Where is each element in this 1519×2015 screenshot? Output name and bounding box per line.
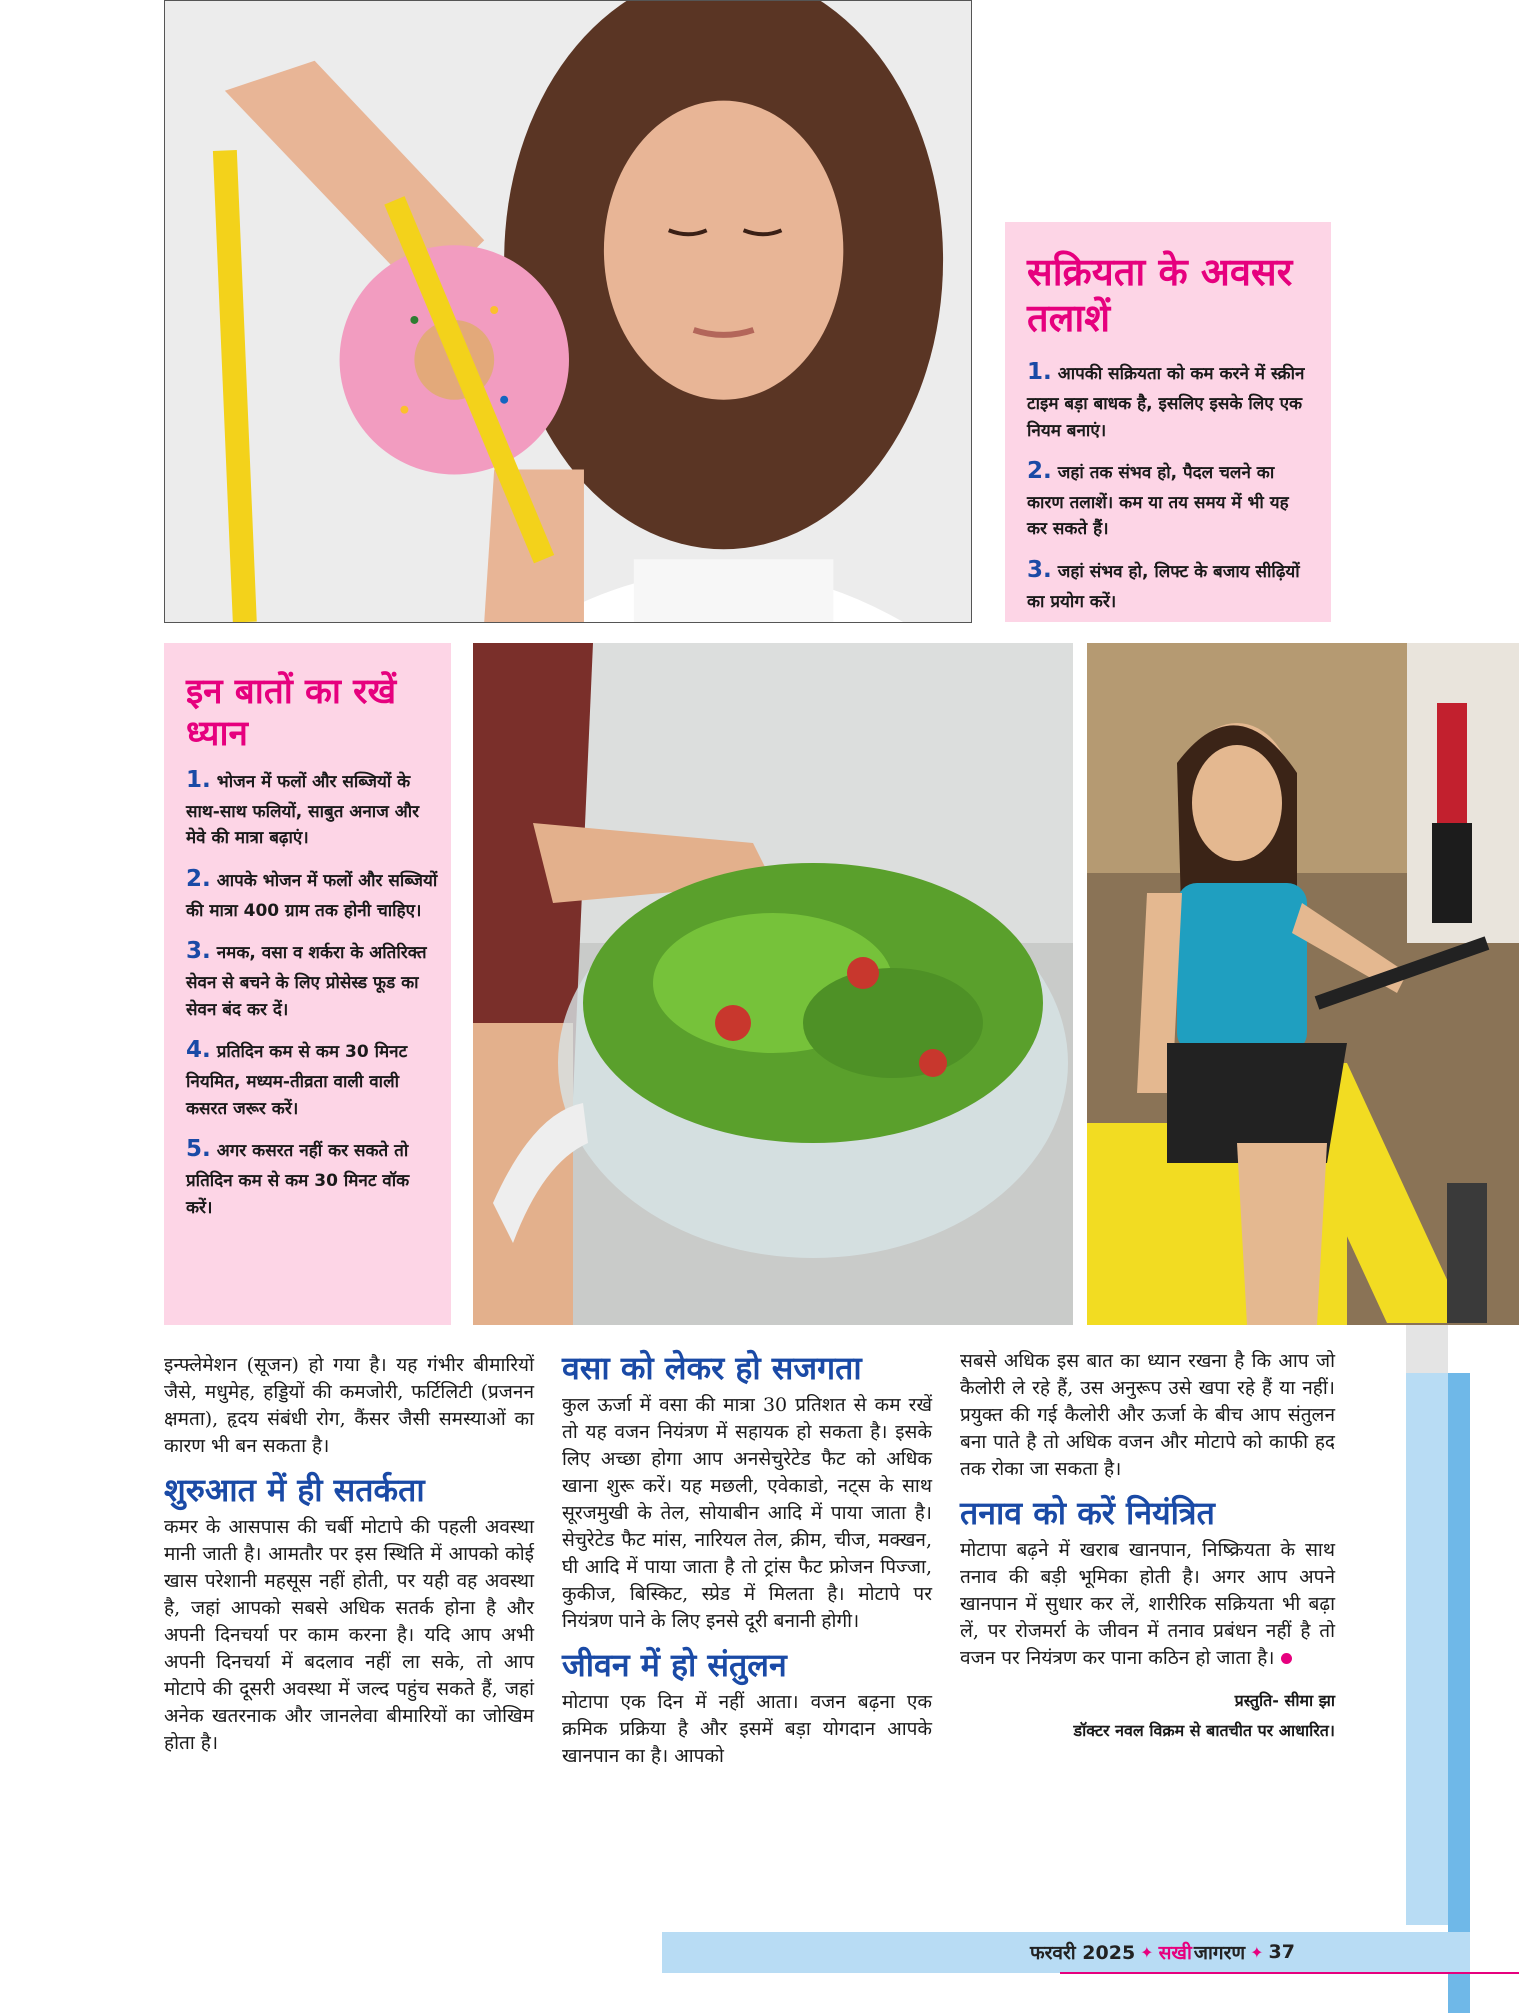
star-icon: ✦ <box>1250 1942 1264 1962</box>
tip-box-remember <box>164 643 451 1325</box>
tip-box-activity <box>1005 222 1331 622</box>
tip-number: 2. <box>186 865 211 892</box>
tip-item <box>186 1033 439 1122</box>
paragraph-text: मोटापा बढ़ने में खराब खानपान, निष्क्रियता के साथ तनाव की बड़ी भूमिका होती है। अगर आप अपने खानपान में सुधार कर लें, शारीरिक सक्रियता भी बढ़ा लें, पर रोजमर्रा के जीवन में तनाव प्रबंधन नहीं है तो वजन पर नियंत्रण कर पाना कठिन हो जाता है। <box>960 1538 1335 1669</box>
tip-text: अगर कसरत नहीं कर सकते तो प्रतिदिन कम से कम 30 मिनट वॉक करें। <box>186 1141 410 1218</box>
paragraph: इन्फ्लेमेशन (सूजन) हो गया है। यह गंभीर बीमारियों जैसे, मधुमेह, हड्डियों की कमजोरी, फर्टिलिटी (प्रजनन क्षमता), हृदय संबंधी रोग, कैंसर जैसी समस्याओं का कारण भी बन सकता है। <box>164 1354 534 1457</box>
tip-text: आपके भोजन में फलों और सब्जियों की मात्रा 400 ग्राम तक होनी चाहिए। <box>186 870 438 921</box>
end-mark-icon <box>1281 1653 1292 1664</box>
decorative-band-dark-blue <box>1448 1373 1470 2013</box>
tip-text: भोजन में फलों और सब्जियों के साथ-साथ फलियों, साबुत अनाज और मेवे की मात्रा बढ़ाएं। <box>186 772 420 849</box>
page-number: 37 <box>1268 1941 1295 1963</box>
tip-box-title: सक्रियता के अवसर तलाशें <box>1027 250 1293 340</box>
tip-item <box>186 862 439 924</box>
photo-salad-bowl <box>473 643 1073 1325</box>
tip-item <box>186 1132 439 1221</box>
tip-item <box>1027 553 1309 615</box>
tip-text: प्रतिदिन कम से कम 30 मिनट नियमित, मध्यम-तीव्रता वाली वाली कसरत जरूर करें। <box>186 1042 408 1119</box>
photo-gym-cycling <box>1087 643 1519 1325</box>
star-icon: ✦ <box>1140 1942 1154 1962</box>
tip-number: 2. <box>1027 458 1052 485</box>
tip-number: 5. <box>186 1136 211 1163</box>
decorative-band-grey <box>1406 1325 1448 1373</box>
brand-name-part-1: सखी <box>1158 1942 1192 1964</box>
section-heading: वसा को लेकर हो सजगता <box>562 1349 862 1387</box>
tip-text: जहां तक संभव हो, पैदल चलने का कारण तलाशें। कम या तय समय में भी यह कर सकते हैं। <box>1027 463 1289 540</box>
photo-woman-donut <box>164 0 972 623</box>
page-footer <box>1030 1933 1295 1971</box>
paragraph-final <box>960 1537 1335 1672</box>
section-heading: शुरुआत में ही सतर्कता <box>164 1470 425 1509</box>
article-column-3 <box>960 1348 1335 1746</box>
tip-number: 1. <box>1027 359 1052 386</box>
credit-author: प्रस्तुति- सीमा झा <box>1234 1690 1335 1710</box>
tip-number: 3. <box>186 938 211 965</box>
section-heading: जीवन में हो संतुलन <box>562 1645 787 1684</box>
issue-date: फरवरी 2025 <box>1030 1942 1136 1964</box>
article-credits <box>960 1686 1335 1747</box>
tip-item <box>1027 355 1309 444</box>
tip-number: 1. <box>186 767 211 793</box>
brand-name-part-2: जागरण <box>1193 1942 1246 1964</box>
tip-item <box>186 934 439 1023</box>
tip-number: 3. <box>1027 557 1052 583</box>
footer-rule <box>1060 1972 1519 1974</box>
credit-source: डॉक्टर नवल विक्रम से बातचीत पर आधारित। <box>1073 1721 1335 1741</box>
tip-box-title: इन बातों का रखें ध्यान <box>186 672 397 754</box>
section-heading: तनाव को करें नियंत्रित <box>960 1493 1215 1532</box>
tip-text: आपकी सक्रियता को कम करने में स्क्रीन टाइम बड़ा बाधक है, इसलिए इसके लिए एक नियम बनाएं। <box>1027 364 1305 441</box>
paragraph: मोटापा एक दिन में नहीं आता। वजन बढ़ना एक क्रमिक प्रक्रिया है और इसमें बड़ा योगदान आपके खानपान का है। आपको <box>562 1690 932 1767</box>
tip-item <box>186 763 439 852</box>
article-column-2 <box>562 1348 932 1772</box>
tip-text: जहां संभव हो, लिफ्ट के बजाय सीढ़ियों का प्रयोग करें। <box>1027 562 1300 612</box>
decorative-band-light-blue <box>1406 1373 1448 1925</box>
paragraph: सबसे अधिक इस बात का ध्यान रखना है कि आप जो कैलोरी ले रहे हैं, उस अनुरूप उसे खपा रहे हैं या नहीं। प्रयुक्त की गई कैलोरी और ऊर्जा के बीच आप संतुलन बना पाते है तो अधिक वजन और मोटापे को काफी हद तक रोका जा सकता है। <box>960 1350 1335 1480</box>
tip-number: 4. <box>186 1037 211 1064</box>
article-column-1 <box>164 1352 534 1759</box>
paragraph: कमर के आसपास की चर्बी मोटापे की पहली अवस्था मानी जाती है। आमतौर पर इस स्थिति में आपको कोई खास परेशानी महसूस नहीं होती, पर यही वह अवस्था है, जहां आपको सबसे अधिक सतर्क होना है और अपनी दिनचर्या पर काम करना है। यदि आप अभी अपनी दिनचर्या में बदलाव नहीं ला सके, तो आप मोटापे की दूसरी अवस्था में जल्द पहुंच सकते हैं, जहां अनेक खतरनाक और जानलेवा बीमारियों का जोखिम होता है। <box>164 1515 534 1754</box>
paragraph: कुल ऊर्जा में वसा की मात्रा 30 प्रतिशत से कम रखें तो यह वजन नियंत्रण में सहायक हो सकता है। इसके लिए अच्छा होगा आप अनसेचुरेटेड फैट को अधिक खाना शुरू करें। यह मछली, एवेकाडो, नट्स के साथ सूरजमुखी के तेल, सोयाबीन आदि में पाया जाता है। सेचुरेटेड फैट मांस, नारियल तेल, क्रीम, चीज, मक्खन, घी आदि में पाया जाता है तो ट्रांस फैट फ्रोजन पिज्जा, कुकीज, बिस्किट, स्प्रेड में मिलता है। मोटापे पर नियंत्रण पाने के लिए इनसे दूरी बनानी होगी। <box>562 1394 932 1632</box>
tip-text: नमक, वसा व शर्करा के अतिरिक्त सेवन से बचने के लिए प्रोसेस्ड फूड का सेवन बंद कर दें। <box>186 943 427 1020</box>
tip-item <box>1027 454 1309 543</box>
